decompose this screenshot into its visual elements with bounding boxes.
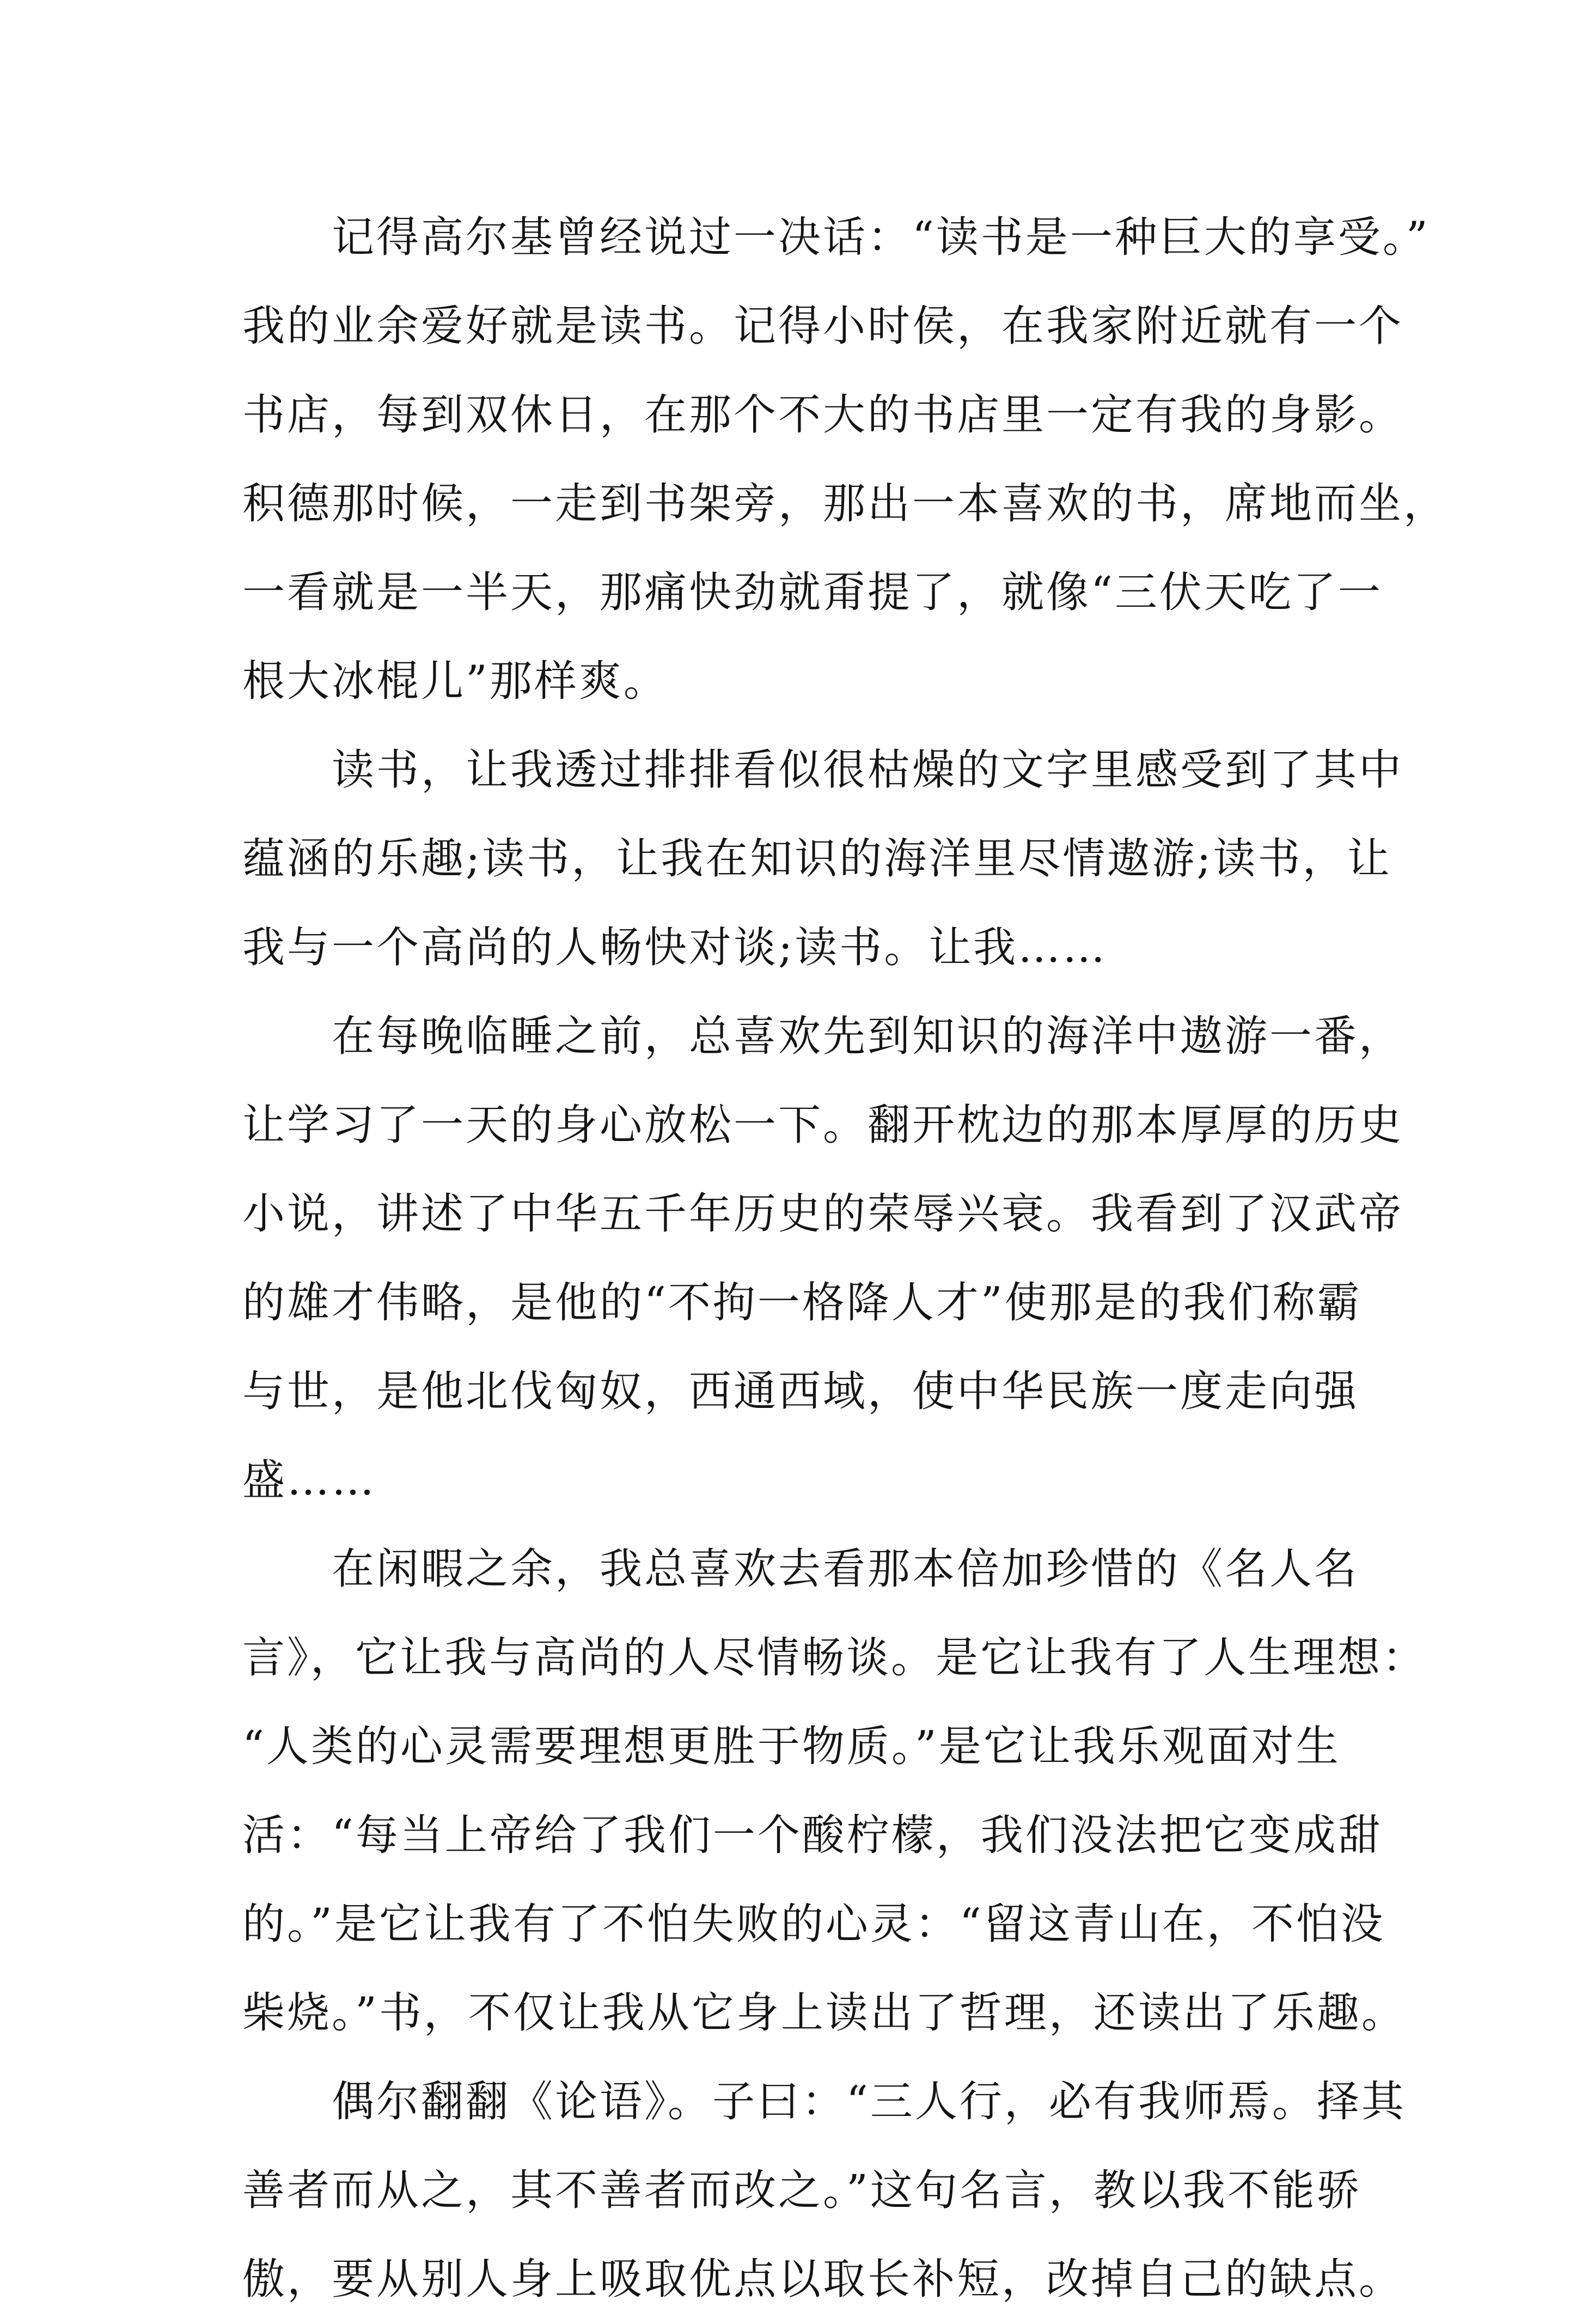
text-line: 根大冰棍儿”那样爽。 — [242, 657, 668, 706]
text-line: “人类的心灵需要理想更胜于物质。”是它让我乐观面对生 — [242, 1722, 1341, 1771]
text-line: 我的业余爱好就是读书。记得小时侯，在我家附近就有一个 — [242, 302, 1404, 351]
text-line: 记得高尔基曾经说过一决话：“读书是一种巨大的享受。” — [242, 213, 1430, 262]
text-line: 读书，让我透过排排看似很枯燥的文字里感受到了其中 — [242, 746, 1404, 795]
text-line: 活：“每当上帝给了我们一个酸柠檬，我们没法把它变成甜 — [242, 1811, 1383, 1860]
text-line: 在每晚临睡之前，总喜欢先到知识的海洋中遨游一番， — [242, 1012, 1404, 1061]
text-line: 小说，讲述了中华五千年历史的荣辱兴衰。我看到了汉武帝 — [242, 1190, 1404, 1239]
text-line: 在闲暇之余，我总喜欢去看那本倍加珍惜的《名人名 — [242, 1545, 1359, 1594]
document-body — [242, 193, 1449, 2324]
text-line: 与世，是他北伐匈奴，西通西域，使中华民族一度走向强 — [242, 1367, 1359, 1416]
text-line: 我与一个高尚的人畅快对谈;读书。让我…… — [242, 923, 1108, 972]
text-line: 一看就是一半天，那痛快劲就甭提了，就像“三伏天吃了一 — [242, 568, 1383, 617]
text-line: 盛…… — [242, 1456, 377, 1505]
text-line: 傲，要从别人身上吸取优点以取长补短，改掉自己的缺点。 — [242, 2255, 1404, 2304]
text-line: 言》，它让我与高尚的人尽情畅谈。是它让我有了人生理想： — [242, 1633, 1427, 1682]
text-line: 的雄才伟略，是他的“不拘一格降人才”使那是的我们称霸 — [242, 1278, 1362, 1327]
text-line: 善者而从之，其不善者而改之。”这句名言，教以我不能骄 — [242, 2166, 1361, 2215]
text-line: 的。”是它让我有了不怕失败的心灵：“留这青山在，不怕没 — [242, 1900, 1385, 1949]
text-line: 让学习了一天的身心放松一下。翻开枕边的那本厚厚的历史 — [242, 1101, 1404, 1150]
text-line: 柴烧。”书，不仅让我从它身上读出了哲理，还读出了乐趣。 — [242, 1988, 1406, 2038]
text-line: 书店，每到双休日，在那个不大的书店里一定有我的身影。 — [242, 391, 1404, 440]
text-line: 蕴涵的乐趣;读书，让我在知识的海洋里尽情遨游;读书，让 — [242, 834, 1392, 883]
text-line: 偶尔翻翻《论语》。子曰：“三人行，必有我师焉。择其 — [242, 2077, 1406, 2126]
text-line: 积德那时候，一走到书架旁，那出一本喜欢的书，席地而坐， — [242, 479, 1449, 528]
